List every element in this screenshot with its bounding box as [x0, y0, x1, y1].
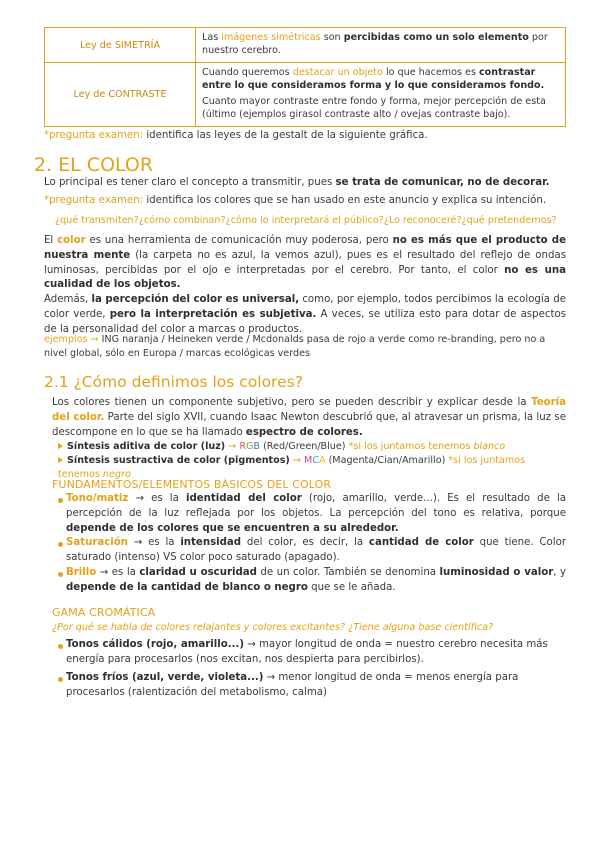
list-item: Saturación → es la intensidad del color, es decir, la cantidad de color que tiene. Color saturado (intenso) VS color poco saturado (apagado). — [66, 537, 567, 563]
subheading: GAMA CROMÁTICA — [52, 606, 156, 619]
paragraph: Lo principal es tener claro el concepto a transmitir, pues se trata de comunicar, no de decorar. — [44, 177, 550, 188]
bullet-icon — [58, 644, 63, 649]
bullet-icon — [58, 677, 63, 682]
list-item: Tonos fríos (azul, verde, violeta...) → menor longitud de onda = menos energía para procesarlos (ralentización del metabolismo, calma) — [66, 672, 519, 698]
table-row — [45, 28, 566, 63]
exam-note: *pregunta examen: identifica los colores que se han usado en este anuncio y explica su intención. — [44, 195, 547, 206]
subsection-title: 2.1 ¿Cómo definimos los colores? — [44, 373, 303, 391]
gestalt-laws-table — [44, 27, 566, 127]
exam-note: *pregunta examen: identifica las leyes de la gestalt de la siguiente gráfica. — [44, 130, 428, 141]
additive-synthesis: Síntesis aditiva de color (luz) → RGB (Red/Green/Blue) *si los juntamos tenemos blanco — [58, 440, 566, 454]
table-row — [45, 63, 566, 127]
list-item: Tonos cálidos (rojo, amarillo...) → mayor longitud de onda = nuestro cerebro necesita más energía para procesarlos (nos excitan, nos despierta para percibirlos). — [66, 639, 548, 665]
subtractive-synthesis: Síntesis sustractiva de color (pigmentos) → MCA (Magenta/Cian/Amarillo) *si los juntamos tenemos negro — [58, 455, 526, 480]
triangle-icon — [58, 457, 63, 463]
triangle-icon — [58, 443, 63, 449]
law-description: Las imágenes simétricas son percibidas como un solo elemento por nuestro cerebro. — [196, 28, 566, 63]
list-item: Brillo → es la claridad u oscuridad de un color. También se denomina luminosidad o valor, y depende de la cantidad de blanco o negro que se le añada. — [66, 567, 566, 593]
subheading: FUNDAMENTOS/ELEMENTOS BÁSICOS DEL COLOR — [52, 478, 332, 491]
question-note: ¿Por qué se habla de colores relajantes y colores excitantes? ¿Tiene alguna base científica? — [52, 622, 494, 633]
law-name: Ley de SIMETRÍA — [45, 28, 196, 63]
bullet-icon — [58, 542, 63, 547]
list-item: Tono/matiz → es la identidad del color (rojo, amarillo, verde...). Es el resultado de la percepción de la luz reflejada por los objetos. La percepción del tono es relativa, porque depende de los colores que se encuentren a su alrededor. — [66, 493, 567, 534]
law-name: Ley de CONTRASTE — [45, 63, 196, 127]
examples-note: ejemplos → ING naranja / Heineken verde / Mcdonalds pasa de rojo a verde como re-branding, pero no a nivel global, sólo en Europa / marcas ecológicas verdes — [44, 334, 546, 359]
law-description: Cuando queremos destacar un objeto lo que hacemos es contrastar entre lo que consideramos forma y lo que consideramos fondo. Cuanto mayor contraste entre fondo y forma, mejor percepción de esta (último (ejemplos girasol contraste alto / ovejas contraste bajo). — [196, 63, 566, 127]
bullet-icon — [58, 498, 63, 503]
section-title: 2. EL COLOR — [34, 154, 154, 176]
paragraph: Los colores tienen un componente subjetivo, pero se pueden describir y explicar desde la Teoría del color. Parte del siglo XVII, cuando Isaac Newton descubrió que, al atravesar un prisma, la luz se descompone en lo que se ha llamado espectro de colores. — [52, 397, 566, 438]
bullet-icon — [58, 572, 63, 577]
paragraph: Además, la percepción del color es universal, como, por ejemplo, todos percibimos la ecología de color verde, pero la interpretación es subjetiva. A veces, se utiliza esto para dotar de aspectos de la personalidad del color a marcas o productos. — [44, 294, 566, 335]
paragraph: El color es una herramienta de comunicación muy poderosa, pero no es más que el producto de nuestra mente (la carpeta no es azul, la vemos azul), pues es el resultado del reflejo de ondas luminosas, percibidas por el ojo e interpretadas por el cerebro. Por tanto, el color no es una cualidad de los objetos. — [44, 235, 566, 291]
questions-note: ¿qué transmiten?¿cómo combinan?¿cómo lo interpretará el público?¿Lo reconoceré?¿qué pretendemos? — [55, 215, 557, 226]
